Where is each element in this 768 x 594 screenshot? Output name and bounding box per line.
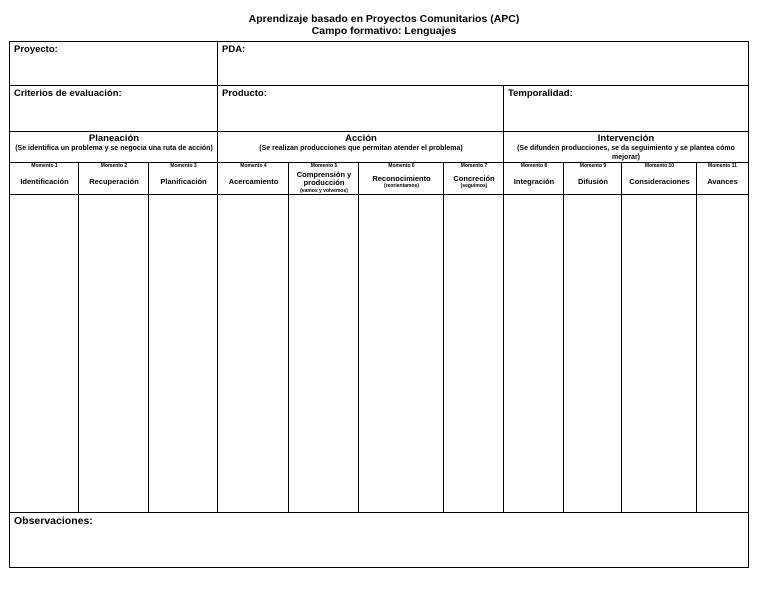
phase-planeacion-title: Planeación — [88, 133, 140, 144]
moment-number: Momento 8 — [520, 163, 548, 169]
divider — [10, 162, 748, 163]
divider — [10, 131, 748, 132]
moment-col-7 — [444, 163, 504, 195]
moment-number: Momento 3 — [170, 163, 197, 169]
divider — [358, 162, 359, 512]
moment-col-1 — [10, 163, 79, 195]
criterios-label: Criterios de evaluación: — [14, 88, 122, 99]
moment-number: Momento 7 — [460, 163, 488, 169]
title-line-1: Aprendizaje basado en Proyectos Comunitarios (APC) — [248, 13, 520, 25]
writing-area[interactable] — [10, 195, 748, 512]
criterios-field[interactable] — [10, 86, 218, 132]
moment-name: Planificación — [160, 176, 207, 186]
moment-number: Momento 9 — [579, 163, 607, 169]
moment-col-5 — [289, 163, 359, 195]
temporalidad-label: Temporalidad: — [508, 88, 573, 99]
divider — [503, 85, 504, 512]
producto-field[interactable] — [218, 86, 504, 132]
title-line-2: Campo formativo: Lenguajes — [311, 25, 457, 37]
phase-accion-subtitle: (Se realizan producciones que permitan atender el problema) — [259, 145, 463, 152]
pda-label: PDA: — [222, 44, 246, 55]
moment-name: Difusión — [578, 176, 608, 186]
divider — [148, 162, 149, 512]
observaciones-label: Observaciones: — [14, 515, 93, 527]
phase-planeacion-subtitle: (Se identifica un problema y se negocia una ruta de acción) — [15, 145, 213, 152]
divider — [696, 162, 697, 512]
moment-number: Momento 11 — [708, 163, 737, 169]
moment-col-4 — [218, 163, 289, 195]
apc-form — [9, 41, 749, 568]
divider — [10, 85, 748, 86]
divider — [288, 162, 289, 512]
moment-name: Consideraciones — [629, 176, 690, 186]
moment-col-8 — [504, 163, 564, 195]
divider — [10, 194, 748, 195]
divider — [78, 162, 79, 512]
proyecto-field[interactable] — [10, 42, 218, 86]
moment-name: Identificación — [20, 176, 69, 186]
moment-name: Acercamiento — [228, 176, 279, 186]
phase-planeacion — [10, 134, 218, 153]
moment-name: Integración — [513, 176, 555, 186]
divider — [563, 162, 564, 512]
moment-name: Comprensión y producción — [296, 169, 352, 187]
proyecto-label: Proyecto: — [14, 44, 58, 55]
phase-intervencion-title: Intervención — [597, 133, 655, 144]
moment-number: Momento 2 — [100, 163, 128, 169]
producto-label: Producto: — [222, 88, 267, 99]
divider — [443, 162, 444, 512]
phase-accion-title: Acción — [345, 133, 377, 144]
divider — [217, 42, 218, 512]
moment-col-11 — [697, 163, 748, 195]
document-title — [0, 13, 768, 37]
moment-number: Momento 10 — [644, 163, 675, 169]
moment-number: Momento 5 — [310, 163, 338, 169]
moment-col-2 — [79, 163, 149, 195]
moment-number: Momento 6 — [388, 163, 415, 169]
moment-name: Reconocimiento — [372, 173, 431, 183]
moment-col-6 — [359, 163, 444, 195]
moment-col-3 — [149, 163, 218, 195]
divider — [621, 162, 622, 512]
moment-col-10 — [622, 163, 697, 195]
temporalidad-field[interactable] — [504, 86, 748, 132]
moment-name: Concreción — [453, 173, 495, 183]
phase-intervencion — [504, 134, 748, 162]
phase-accion — [218, 134, 504, 153]
moment-col-9 — [564, 163, 622, 195]
moment-note: (seguimos) — [460, 183, 488, 190]
moment-number: Momento 1 — [31, 163, 58, 169]
moment-number: Momento 4 — [240, 163, 267, 169]
phase-intervencion-subtitle: (Se difunden producciones, se da seguimiento y se plantea cómo mejorar) — [517, 145, 735, 161]
divider — [10, 512, 748, 513]
pda-field[interactable] — [218, 42, 748, 86]
moment-note: (reorientamos) — [383, 183, 419, 190]
moment-note: (vamos y volvemos) — [300, 187, 348, 194]
moment-name: Recuperación — [89, 176, 139, 186]
observaciones-field[interactable] — [10, 513, 748, 567]
moment-name: Avances — [707, 176, 738, 186]
